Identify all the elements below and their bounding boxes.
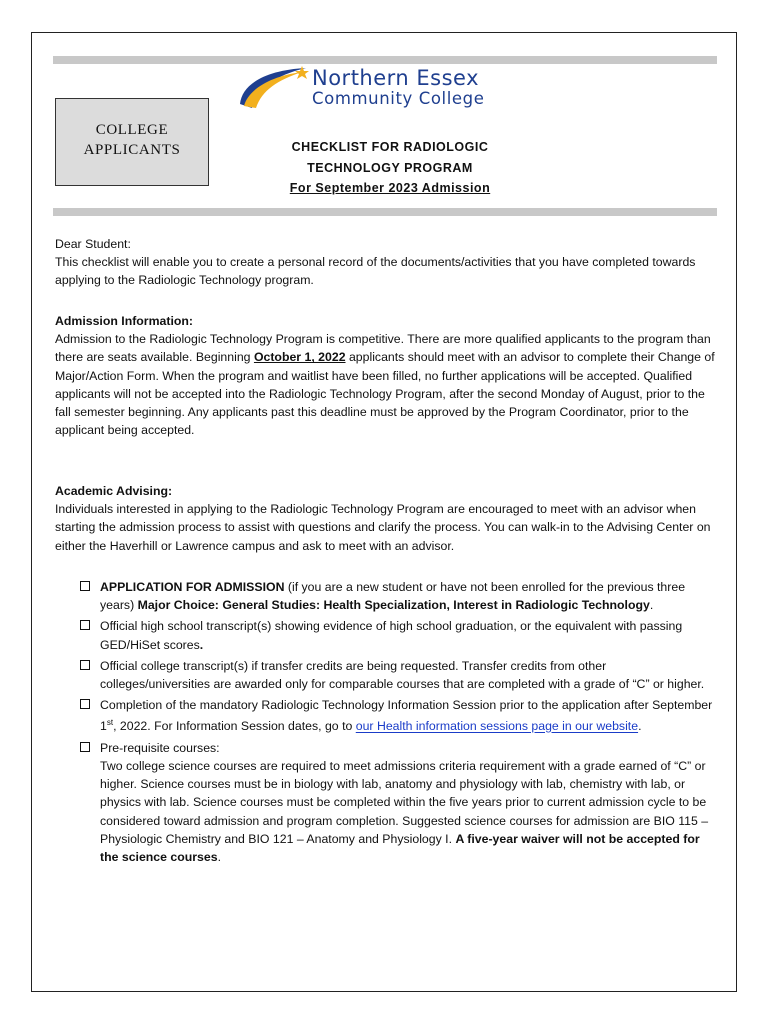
requirements-checklist bbox=[78, 578, 718, 869]
checkbox[interactable] bbox=[80, 620, 90, 630]
advising-text: Individuals interested in applying to the Radiologic Technology Program are encouraged to meet with an advisor when starting the admission process to assist with questions and clarify the process. You can walk-in to the Advising Center on either the Haverhill or Lawrence campus and ask to meet with an advisor. bbox=[55, 502, 711, 553]
document-title-line3: For September 2023 Admission bbox=[289, 181, 491, 195]
logo-name-line2: Community College bbox=[312, 89, 485, 108]
swoosh-star-icon bbox=[236, 64, 312, 112]
advising-heading: Academic Advising: bbox=[55, 484, 173, 498]
header-bottom-rule bbox=[53, 208, 717, 216]
header-top-rule bbox=[53, 56, 717, 64]
info-sessions-link[interactable]: our Health information sessions page in our website bbox=[355, 719, 639, 734]
logo-name-line1: Northern Essex bbox=[312, 66, 480, 90]
intro-section bbox=[55, 235, 717, 290]
checklist-item-college-transcript: Official college transcript(s) if transfer credits are being requested. Transfer credits from other colleges/universities are awarded only for comparable courses that are completed with a grade of “C” or higher. bbox=[78, 657, 718, 693]
checkbox[interactable] bbox=[80, 660, 90, 670]
college-applicants-stamp bbox=[55, 98, 209, 186]
admission-date: October 1, 2022 bbox=[253, 350, 346, 365]
admission-text: Admission to the Radiologic Technology Program is competitive. There are more qualified applicants to the program than there are seats available. Beginning October 1, 2022 applicants should meet with an advisor to complete their Change of Major/Action Form. When the program and waitlist have been filled, no further applications will be accepted. Qualified applicants will not be accepted into the Radiologic Technology Program, after the second Monday of August, prior to the fall semester beginning. Any applicants past this deadline must be approved by the Program Coordinator, prior to the applicant being accepted. bbox=[55, 332, 715, 438]
intro-text: This checklist will enable you to create a personal record of the documents/activities that you have completed towards applying to the Radiologic Technology program. bbox=[55, 255, 696, 288]
document-title-line1: CHECKLIST FOR RADIOLOGIC bbox=[291, 140, 489, 154]
advising-section bbox=[55, 482, 717, 555]
checkbox[interactable] bbox=[80, 581, 90, 591]
document-title-line2: TECHNOLOGY PROGRAM bbox=[307, 161, 473, 175]
prerequisites-label: Pre-requisite courses: bbox=[100, 740, 220, 755]
prerequisites-text: Two college science courses are required to meet admissions criteria requirement with a grade earned of “C” or higher. Science courses must be in biology with lab, anatomy and physiology with lab, chemistry with lab, or physics with lab. Science courses must be completed within the five years prior to current admission cycle to be considered toward admission and program completion. Suggested science courses for admission are BIO 115 – Physiologic Chemistry and BIO 121 – Anatomy and Physiology I. A five-year waiver will not be accepted for the science courses. bbox=[100, 758, 709, 864]
checklist-item-info-session: Completion of the mandatory Radiologic Technology Information Session prior to the application after September 1st, 2022. For Information Session dates, go to our Health information sessions page in our website. bbox=[78, 696, 718, 736]
greeting: Dear Student: bbox=[55, 237, 131, 251]
checklist-item-hs-transcript: Official high school transcript(s) showing evidence of high school graduation, or the equivalent with passing GED/HiSet scores. bbox=[78, 617, 718, 653]
checkbox[interactable] bbox=[80, 699, 90, 709]
checkbox[interactable] bbox=[80, 742, 90, 752]
checklist-item-application: APPLICATION FOR ADMISSION (if you are a new student or have not been enrolled for the previous three years) Major Choice: General Studies: Health Specialization, Interest in Radiologic Technology. bbox=[78, 578, 718, 614]
stamp-line1: COLLEGE bbox=[95, 122, 169, 138]
admission-heading: Admission Information: bbox=[55, 314, 193, 328]
checklist-item-prerequisites bbox=[78, 739, 718, 866]
stamp-line2: APPLICANTS bbox=[83, 142, 181, 158]
college-logo bbox=[236, 64, 536, 112]
admission-section bbox=[55, 312, 717, 439]
